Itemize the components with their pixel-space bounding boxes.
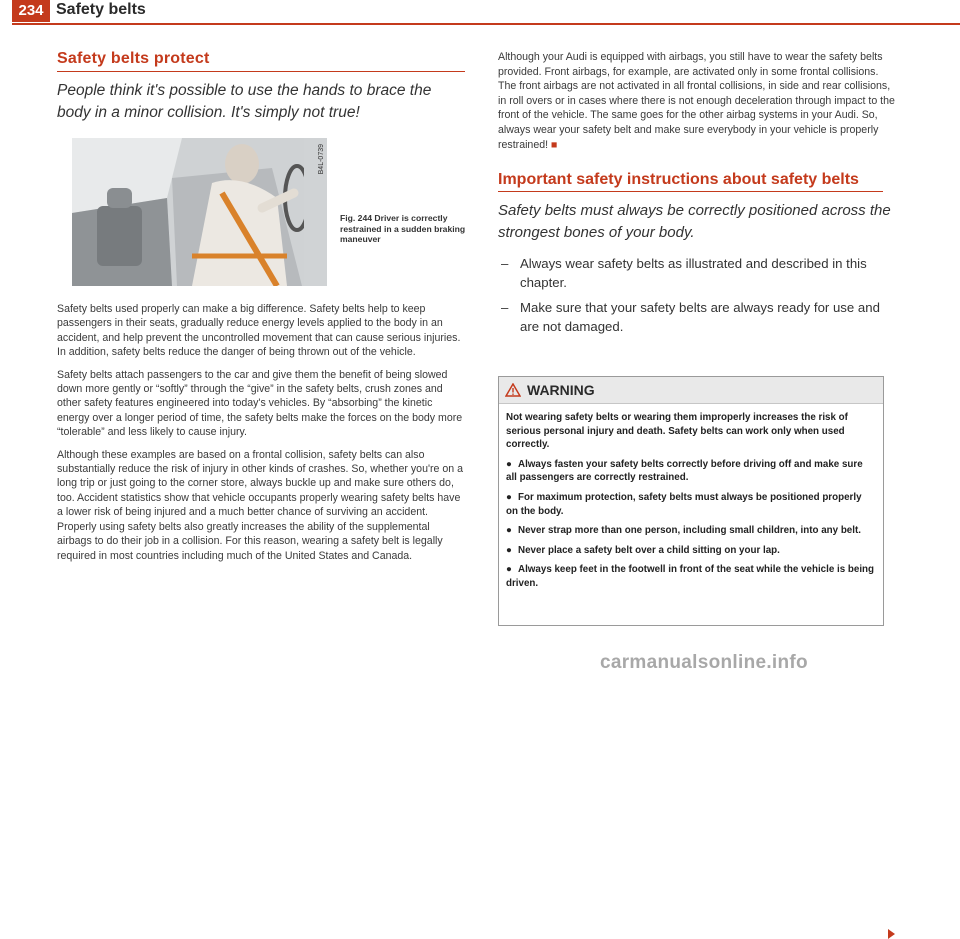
section-rule [57,71,465,72]
bullet-mark: ● [506,525,512,537]
section-title-belts-protect: Safety belts protect [57,50,210,67]
bullet-mark: ● [506,458,512,470]
section-lead: Safety belts must always be correctly positioned across the strongest bones of your body. [498,202,891,242]
paragraph: Although these examples are based on a frontal collision, safety belts can also substantially reduce the risk of injury in other kinds of crashes. So, whether you're on a long trip or just going to the corner store, always buckle up and make sure others do, too. Accident statistics show that vehicle occupants properly wearing safety belts have a lower risk of being injured and a much better chance of surviving an accident. Properly using safety belts also greatly increases the ability of the supplemental airbags to do their job in a collision. For this reason, wearing a safety belt is legally required in most countries including much of the United States and Canada. [57,448,463,562]
figure-block [57,138,467,286]
bullet-mark: ● [506,491,512,503]
section-title-safety-instructions: Important safety instructions about safety belts [498,171,859,189]
left-body-text [57,302,467,563]
figure-caption: Fig. 244 Driver is correctly restrained in a sudden braking maneuver [340,213,466,244]
warning-triangle-icon [505,383,521,397]
list-item [498,254,898,292]
figure-id: B4L-0739 [318,144,325,175]
warning-bullet-text: Always keep feet in the footwell in front of the seat while the vehicle is being driven. [506,564,875,589]
list-item [498,298,898,336]
warning-bullet [506,544,876,558]
page-number: 234 [12,0,50,22]
running-title: Safety belts [56,1,146,18]
section-rule [498,191,883,192]
page-header [0,0,960,24]
paragraph: Safety belts attach passengers to the car and give them the benefit of being slowed down more gently or “softly” through the “give” in the safety belts, crush zones and other safety features engineered into today's vehicles. By “absorbing” the kinetic energy over a longer period of time, the safety belts make the forces on the body more “tolerable” and less likely to cause injury. [57,368,463,439]
header-rule [12,23,960,25]
warning-box [498,376,884,626]
dash-mark: – [501,300,509,316]
bullet-mark: ● [506,544,512,556]
warning-bullet [506,491,876,518]
warning-bullet-text: Never place a safety belt over a child sitting on your lap. [518,544,780,556]
driver-restrained-illustration [72,138,327,286]
warning-bullet-text: Always fasten your safety belts correctly before driving off and make sure all passengers are correctly restrained. [506,458,863,484]
warning-bullet-text: For maximum protection, safety belts must always be positioned properly on the body. [506,491,862,517]
warning-bullet [506,524,876,538]
warning-bullet-text: Never strap more than one person, including small children, into any belt. [518,525,861,537]
instruction-list [498,254,898,336]
list-item-text: Make sure that your safety belts are always ready for use and are not damaged. [520,300,880,335]
dash-mark: – [501,256,509,272]
paragraph: Safety belts used properly can make a big difference. Safety belts help to keep passengers in their seats, gradually reduce energy levels applied to the body in an accident, and help prevent the uncontrolled movement that can cause serious injuries. In addition, safety belts reduce the danger of being thrown out of the vehicle. [57,303,461,359]
warning-bullet [506,563,876,590]
warning-bullet [506,458,876,485]
airbag-intro-paragraph [498,50,898,152]
warning-intro: Not wearing safety belts or wearing them improperly increases the risk of serious personal injury and death. Safety belts can work only when used correctly. [506,412,848,451]
warning-title: WARNING [527,382,595,398]
intro-text: Although your Audi is equipped with airbags, you still have to wear the safety belts provided. Front airbags, for example, are activated only in some frontal collisions. The front airbags are not activated in all frontal collisions, in side and rear collisions, in roll overs or in cases where there is not enough deceleration through impact to the front of the vehicle. The same goes for the other airbag systems in your Audi. So, always wear your safety belt and make sure everybody in your vehicle is properly restrained! [498,51,895,151]
warning-body [499,404,883,591]
warning-header [499,377,883,404]
car-interior-illustration [72,138,327,286]
left-column [57,50,467,571]
bullet-mark: ● [506,564,512,576]
right-column [498,50,898,589]
site-watermark: carmanualsonline.info [600,652,808,673]
list-item-text: Always wear safety belts as illustrated and described in this chapter. [520,256,867,291]
continue-arrow-icon [888,929,895,939]
end-of-section-mark: ■ [551,138,558,151]
section-lead: People think it's possible to use the hands to brace the body in a minor collision. It's simply not true! [57,82,432,121]
